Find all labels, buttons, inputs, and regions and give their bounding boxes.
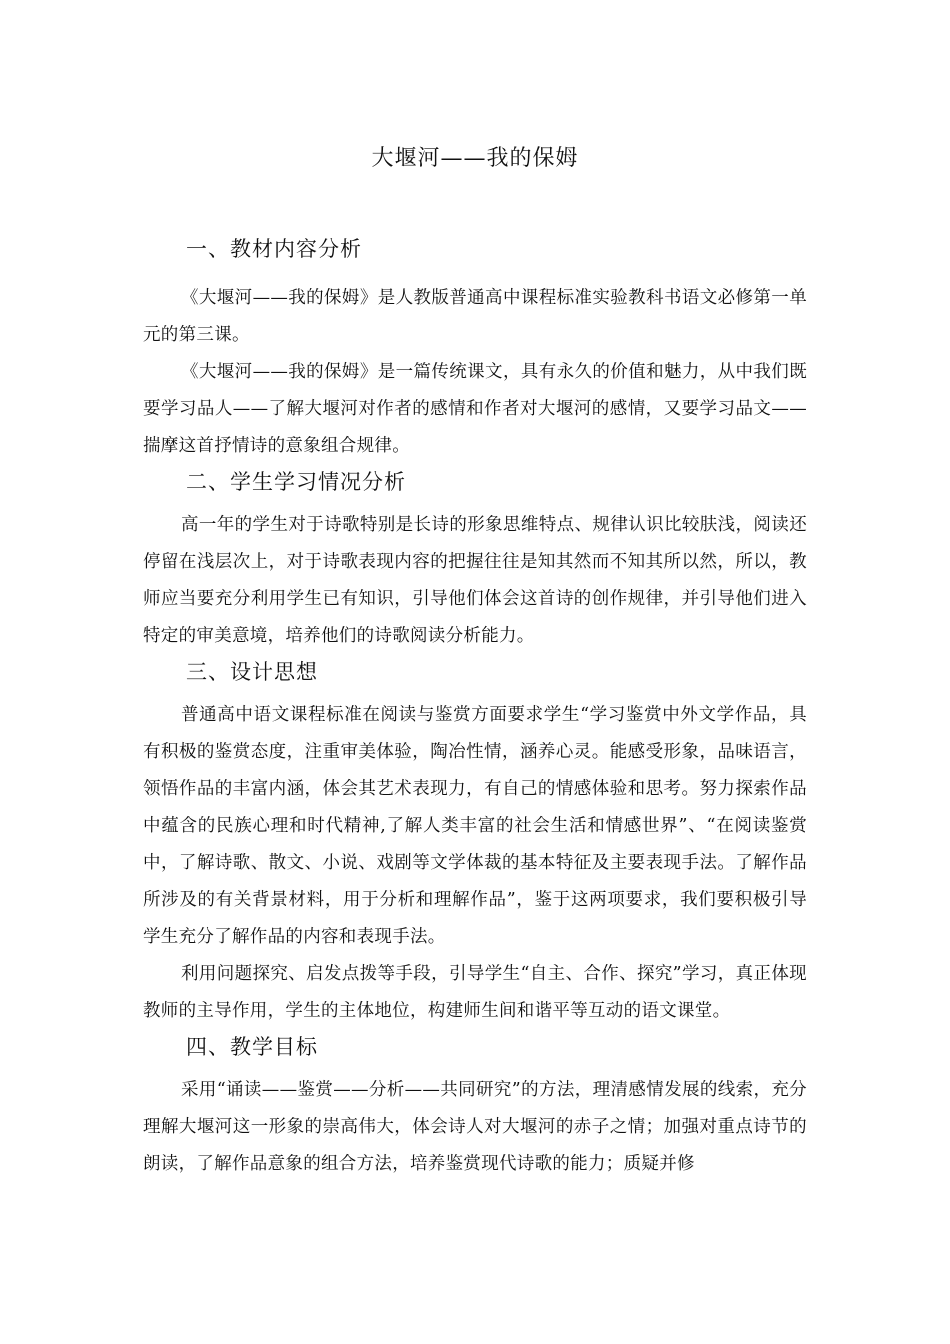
section-heading: 三、设计思想 xyxy=(186,660,318,684)
section-teaching-goals xyxy=(143,1030,807,1183)
paragraph: 《大堰河——我的保姆》是一篇传统课文，具有永久的价值和魅力，从中我们既要学习品人——了解大堰河对作者的感情和作者对大堰河的感情，又要学习品文——揣摩这首抒情诗的意象组合规律。 xyxy=(143,362,807,456)
document-title: 大堰河——我的保姆 xyxy=(371,146,579,171)
section-student-analysis xyxy=(143,465,807,655)
section-heading: 四、教学目标 xyxy=(186,1035,318,1059)
section-design-idea xyxy=(143,655,807,1030)
section-heading: 二、学生学习情况分析 xyxy=(186,470,406,494)
section-heading: 一、教材内容分析 xyxy=(186,237,362,261)
paragraph: 采用“诵读——鉴赏——分析——共同研究”的方法，理清感情发展的线索，充分理解大堰河这一形象的崇高伟大，体会诗人对大堰河的赤子之情；加强对重点诗节的朗读，了解作品意象的组合方法，培养鉴赏现代诗歌的能力；质疑并修 xyxy=(143,1080,807,1174)
paragraph: 利用问题探究、启发点拨等手段，引导学生“自主、合作、探究”学习，真正体现教师的主导作用，学生的主体地位，构建师生间和谐平等互动的语文课堂。 xyxy=(143,964,807,1021)
paragraph: 《大堰河——我的保姆》是人教版普通高中课程标准实验教科书语文必修第一单元的第三课。 xyxy=(143,288,807,345)
paragraph: 普通高中语文课程标准在阅读与鉴赏方面要求学生“学习鉴赏中外文学作品，具有积极的鉴赏态度，注重审美体验，陶冶性情，涵养心灵。能感受形象，品味语言，领悟作品的丰富内涵，体会其艺术表现力，有自己的情感体验和思考。努力探索作品中蕴含的民族心理和时代精神,了解人类丰富的社会生活和情感世界”、“在阅读鉴赏中，了解诗歌、散文、小说、戏剧等文学体裁的基本特征及主要表现手法。了解作品所涉及的有关背景材料，用于分析和理解作品”，鉴于这两项要求，我们要积极引导学生充分了解作品的内容和表现手法。 xyxy=(143,705,807,947)
document-body xyxy=(143,232,807,1183)
section-textbook-analysis xyxy=(143,232,807,465)
paragraph: 高一年的学生对于诗歌特别是长诗的形象思维特点、规律认识比较肤浅，阅读还停留在浅层次上，对于诗歌表现内容的把握往往是知其然而不知其所以然，所以，教师应当要充分利用学生已有知识，引导他们体会这首诗的创作规律，并引导他们进入特定的审美意境，培养他们的诗歌阅读分析能力。 xyxy=(143,515,807,646)
